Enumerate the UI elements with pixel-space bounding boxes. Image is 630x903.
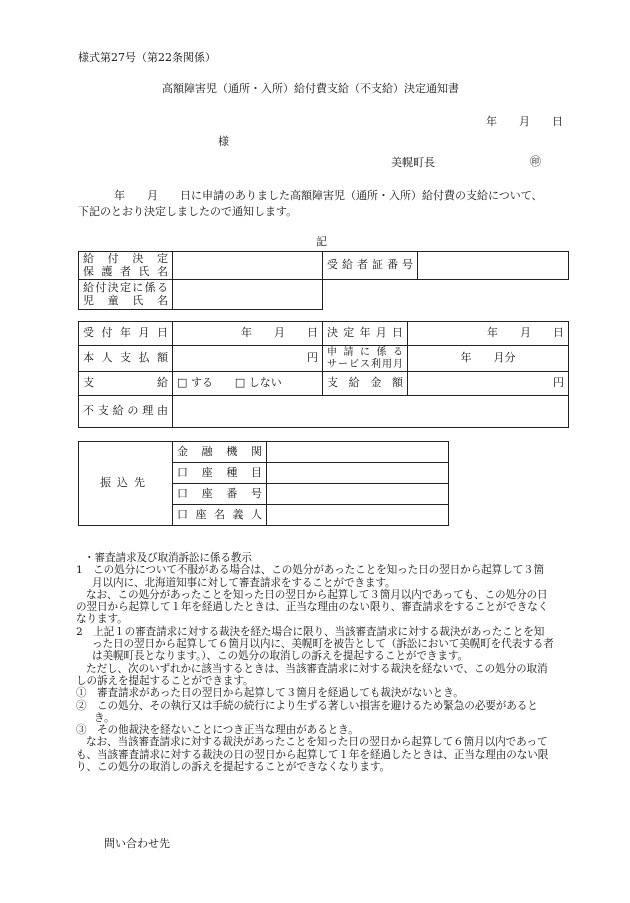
ki-heading: 記 — [316, 235, 327, 248]
bank-label: 金融機関 — [173, 442, 267, 463]
notice-item-2: ② この処分、その執行又は手続の続行により生ずる著しい損害を避けるため緊急の必要があるとき。 — [76, 699, 538, 724]
intro-line-2: 下記のとおり決定しましたので通知します。 — [78, 205, 298, 218]
notice-paragraph-1b: なお、この処分があったことを知った日の翌日から起算して３箇月以内であっても、この処分の日の翌日から起算して１年を経過したときは、正当な理由のない限り、審査請求をすることができなくなります。 — [76, 588, 549, 626]
notice-paragraph-2b: ただし、次のいずれかに該当するときは、当該審査請求に対する裁決を経ないで、この処分の取消しの訴えを提起することができます。 — [76, 662, 548, 687]
notice-item-3: ③ その他裁決を経ないことにつき正当な理由があるとき。 — [76, 724, 359, 737]
payment-amount-field[interactable]: 円 — [408, 372, 569, 396]
guardian-name-field[interactable] — [173, 252, 323, 280]
seal-mark: ㊞ — [530, 155, 541, 168]
bank-transfer-table — [78, 441, 449, 526]
service-month-field[interactable]: 年 月分 — [408, 346, 569, 372]
notice-paragraph-1: 1 この処分について不服がある場合は、この処分があったことを知った日の翌日から起算して３箇月以内に、北海道知事に対して審査請求をすることができます。 — [76, 564, 545, 589]
notice-item-1: ① 審査請求があった日の翌日から起算して３箇月を経過しても裁決がないとき。 — [76, 687, 464, 700]
account-holder-label: 口座名義人 — [173, 505, 267, 526]
received-date-field[interactable]: 年 月 日 — [173, 322, 323, 346]
self-pay-field[interactable]: 円 — [173, 346, 323, 372]
document-title: 高額障害児（通所・入所）給付費支給（不支給）決定通知書 — [162, 82, 459, 95]
payment-amount-label: 支給金額 — [323, 372, 408, 396]
child-name-field[interactable] — [173, 280, 323, 310]
self-pay-label: 本人支払額 — [79, 346, 173, 372]
bank-field[interactable] — [267, 442, 449, 463]
notice-paragraph-3: なお、当該審査請求に対する裁決があったことを知った日の翌日から起算して６箇月以内であっても、当該審査請求に対する裁決の日の翌日から起算して１年を経過したときは、正当な理由のない限り、この処分の取消しの訴えを提起することができなくなります。 — [76, 736, 549, 774]
guardian-label: 給付決定 保護者氏名 — [79, 252, 173, 280]
received-date-label: 受付年月日 — [79, 322, 173, 346]
account-type-field[interactable] — [267, 463, 449, 484]
transfer-label: 振込先 — [79, 442, 173, 526]
payment-options[interactable]: □ する □ しない — [173, 372, 323, 396]
issuer: 美幌町長 — [391, 156, 435, 169]
form-number: 様式第27号（第22条関係） — [78, 51, 216, 64]
child-label: 給付決定に係る 児童氏名 — [79, 280, 173, 310]
non-payment-reason-label: 不支給の理由 — [79, 396, 173, 428]
account-number-label: 口座番号 — [173, 484, 267, 505]
contact-label: 問い合わせ先 — [104, 837, 170, 850]
notice-heading: ・審査請求及び取消訴訟に係る教示 — [84, 552, 252, 564]
non-payment-reason-field[interactable] — [173, 396, 569, 428]
notice-paragraph-2: 2 上記１の審査請求に対する裁決を経た場合に限り、当該審査請求に対する裁決があったことを知った日の翌日から起算して６箇月以内に、美幌町を被告として（訴訟において美幌町を代表する者は美幌町長となります。）、この処分の取消しの訴えを提起することができます。 — [76, 625, 554, 663]
date-line: 年 月 日 — [486, 115, 563, 128]
recipient-id-label: 受給者証番号 — [323, 252, 418, 280]
appeal-notice — [76, 552, 554, 773]
decision-table — [78, 321, 569, 428]
recipient-id-field[interactable] — [418, 252, 569, 280]
addressee-suffix: 様 — [218, 135, 229, 148]
payment-label: 支 給 — [79, 372, 173, 396]
service-month-label: 申請に係る サービス利用月 — [323, 346, 408, 372]
account-holder-field[interactable] — [267, 505, 449, 526]
account-number-field[interactable] — [267, 484, 449, 505]
decision-date-label: 決定年月日 — [323, 322, 408, 346]
decision-date-field[interactable]: 年 月 日 — [408, 322, 569, 346]
account-type-label: 口座種目 — [173, 463, 267, 484]
intro-line-1: 年 月 日に申請のありました高額障害児（通所・入所）給付費の支給について、 — [114, 189, 543, 202]
recipient-table — [78, 251, 569, 310]
